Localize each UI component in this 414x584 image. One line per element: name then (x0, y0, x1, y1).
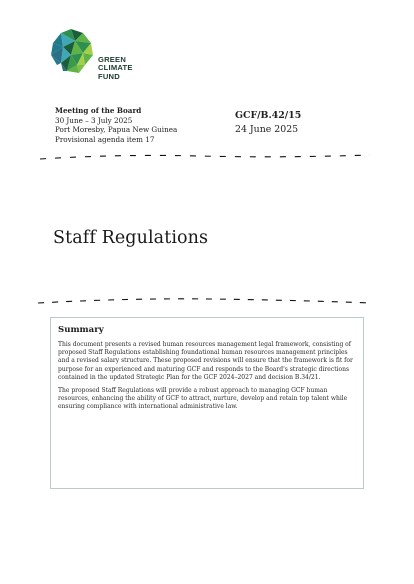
meeting-location: Port Moresby, Papua New Guinea (55, 125, 178, 135)
logo-wordmark (98, 56, 133, 81)
summary-paragraph-2: The proposed Staff Regulations will provide a robust approach to managing GCF human resources, enhancing the ability of GCF to attract, nurture, develop and retain top talent while ensuring compliance with international administrative law. (58, 387, 348, 411)
agenda-item: Provisional agenda item 17 (55, 134, 155, 144)
logo-line-fund: FUND (98, 71, 120, 81)
summary-heading: Summary (58, 325, 104, 335)
meeting-heading: Meeting of the Board (55, 106, 142, 115)
logo-line-climate: CLIMATE (98, 63, 133, 73)
bottom-dashed-divider (0, 295, 414, 309)
logo-line-green: GREEN (98, 55, 127, 64)
document-reference (235, 109, 301, 137)
meeting-info (55, 106, 177, 144)
meeting-dates: 30 June – 3 July 2025 (55, 115, 133, 125)
page-title: Staff Regulations (53, 228, 209, 248)
summary-paragraph-1: This document presents a revised human resources management legal framework, consisting of proposed Staff Regulations establishing foundational human resources management principles and a revised salary structure. These proposed revisions will ensure that the framework is fit for purpose for an experienced and maturing GCF and responds to the Board's strategic directions contained in the updated Strategic Plan for the GCF 2024–2027 and decision B.34/21. (58, 341, 353, 381)
summary-box (50, 317, 364, 489)
document-code: GCF/B.42/15 (235, 110, 302, 121)
top-dashed-divider (0, 150, 414, 164)
document-date: 24 June 2025 (235, 124, 299, 135)
